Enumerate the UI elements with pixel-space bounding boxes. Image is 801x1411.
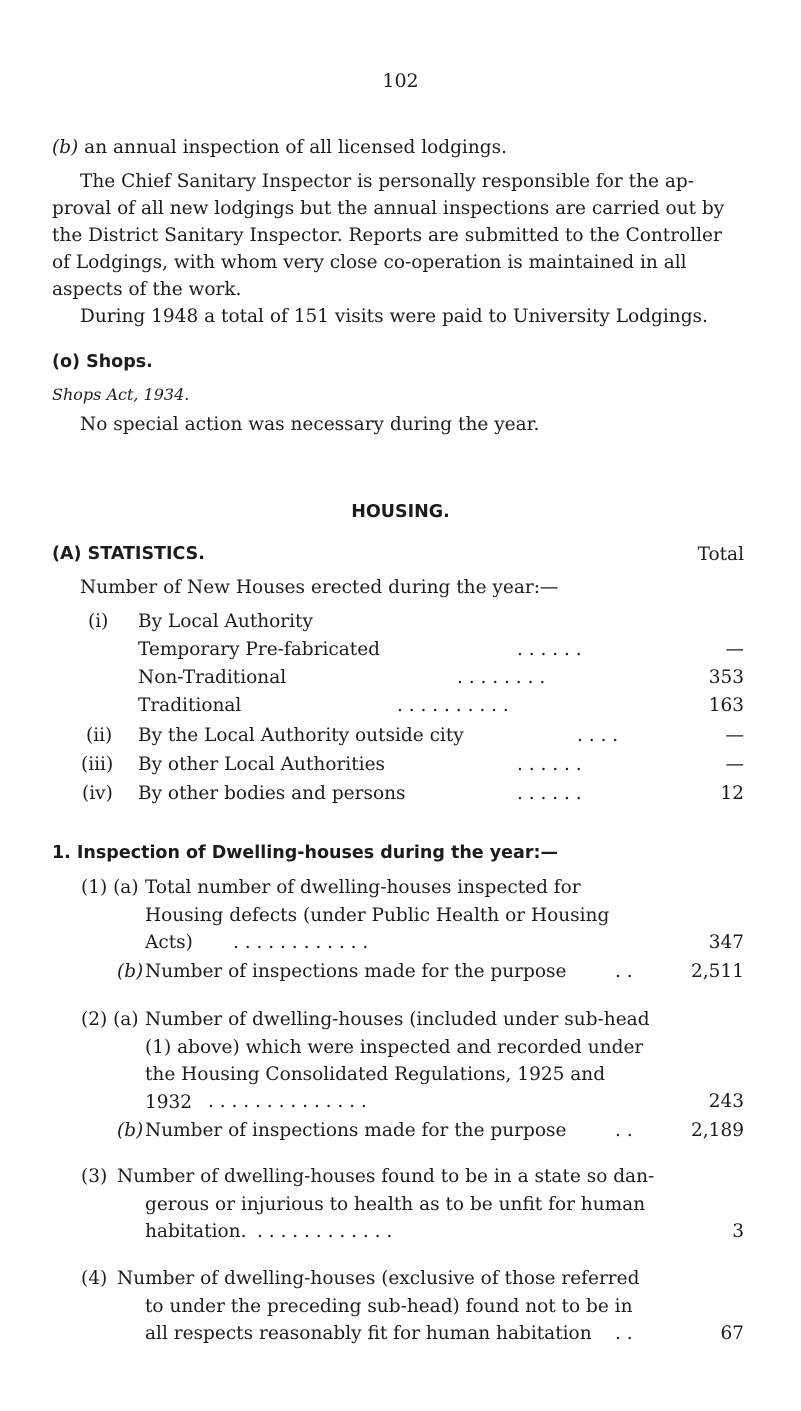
row-leader-dots: . . . . . . <box>517 754 582 775</box>
s1b-text: Number of inspections made for the purpose <box>145 961 567 982</box>
row-value: 12 <box>720 783 744 804</box>
shops-heading: (o) Shops. <box>52 352 153 372</box>
lodgings-paragraph-1 <box>52 168 724 303</box>
row-leader-dots: . . . . . . . . . . <box>397 695 509 716</box>
inspection-heading: 1. Inspection of Dwelling-houses during the year:— <box>52 843 558 863</box>
s1a-value: 347 <box>708 932 744 953</box>
s4-leader-dots: . . <box>615 1323 633 1344</box>
row-value: 353 <box>708 667 744 688</box>
s1a-leader-dots: . . . . . . . . . . . . <box>233 932 369 953</box>
item-b-label: (b) <box>52 137 79 158</box>
row-number: (ii) <box>86 725 113 746</box>
s1b-value: 2,511 <box>691 961 744 982</box>
row-label: Traditional <box>138 695 242 716</box>
row-label: By other Local Authorities <box>138 754 386 775</box>
row-value: — <box>725 639 744 660</box>
row-label: Non-Traditional <box>138 667 287 688</box>
s4-text: Number of dwelling-houses (exclusive of those referred to under the preceding sub-head) found not to be in all respects reasonably fit for human habitation <box>117 1268 640 1344</box>
row-value: — <box>725 754 744 775</box>
table-row <box>0 664 801 691</box>
p1-line: The Chief Sanitary Inspector is personally responsible for the ap- <box>80 171 694 192</box>
s2b-value: 2,189 <box>691 1120 744 1141</box>
s2b-text: Number of inspections made for the purpose <box>145 1120 567 1141</box>
s3-text: Number of dwelling-houses found to be in a state so dan- gerous or injurious to health as to be unfit for human habitation. <box>117 1166 655 1242</box>
shops-act: Shops Act, 1934. <box>52 385 190 404</box>
s1a-number: (1) (a) <box>81 877 139 898</box>
lodgings-paragraph-2: During 1948 a total of 151 visits were paid to University Lodgings. <box>80 306 708 327</box>
row-number: (i) <box>88 611 109 632</box>
s2b-number: (b) <box>117 1120 144 1141</box>
row-label: Temporary Pre-fabricated <box>138 639 381 660</box>
row-label: By the Local Authority outside city <box>138 725 464 746</box>
table-row <box>0 780 801 807</box>
row-value: — <box>725 725 744 746</box>
s4-value: 67 <box>720 1323 744 1344</box>
table-row <box>0 692 801 719</box>
s2a-leader-dots: . . . . . . . . . . . . . . <box>208 1091 367 1112</box>
table-row <box>0 751 801 778</box>
s1b-leader-dots: . . <box>615 961 633 982</box>
row-leader-dots: . . . . . . . . <box>457 667 546 688</box>
new-houses-label: Number of New Houses erected during the year:— <box>80 577 559 598</box>
p1-line: the District Sanitary Inspector. Reports are submitted to the Controller <box>52 225 722 246</box>
p1-line: aspects of the work. <box>52 279 242 300</box>
row-number: (iii) <box>81 754 114 775</box>
row-value: 163 <box>708 695 744 716</box>
s4-number: (4) <box>81 1268 108 1289</box>
s2a-text: Number of dwelling-houses (included under sub-head (1) above) which were inspected and recorded under the Housing Consolidated Regulations, 1925 and 1932 <box>145 1009 650 1113</box>
statistics-heading: (A) STATISTICS. <box>52 544 205 564</box>
total-column-header: Total <box>697 544 744 565</box>
table-row <box>0 722 801 749</box>
shops-text: No special action was necessary during the year. <box>80 414 540 435</box>
row-label: By Local Authority <box>138 611 313 632</box>
s3-value: 3 <box>732 1221 744 1242</box>
s1a-text: Total number of dwelling-houses inspected for Housing defects (under Public Health or Housing Acts) <box>145 877 610 953</box>
table-row <box>0 608 801 635</box>
s3-leader-dots: . . . . . . . . . . . . <box>257 1221 393 1242</box>
page-number: 102 <box>382 70 419 92</box>
row-leader-dots: . . . . . . <box>517 783 582 804</box>
lodgings-item-b <box>52 134 507 161</box>
item-b-text: an annual inspection of all licensed lodgings. <box>84 137 507 158</box>
row-number: (iv) <box>82 783 113 804</box>
s1b-number: (b) <box>117 961 144 982</box>
s3-number: (3) <box>81 1166 108 1187</box>
p1-line: proval of all new lodgings but the annual inspections are carried out by <box>52 198 725 219</box>
s2a-number: (2) (a) <box>81 1009 139 1030</box>
row-label: By other bodies and persons <box>138 783 406 804</box>
s2a-value: 243 <box>708 1091 744 1112</box>
row-leader-dots: . . . . . . <box>517 639 582 660</box>
p1-line: of Lodgings, with whom very close co-operation is maintained in all <box>52 252 687 273</box>
s2b-leader-dots: . . <box>615 1120 633 1141</box>
housing-title: HOUSING. <box>351 502 450 522</box>
row-leader-dots: . . . . <box>577 725 619 746</box>
table-row <box>0 636 801 663</box>
